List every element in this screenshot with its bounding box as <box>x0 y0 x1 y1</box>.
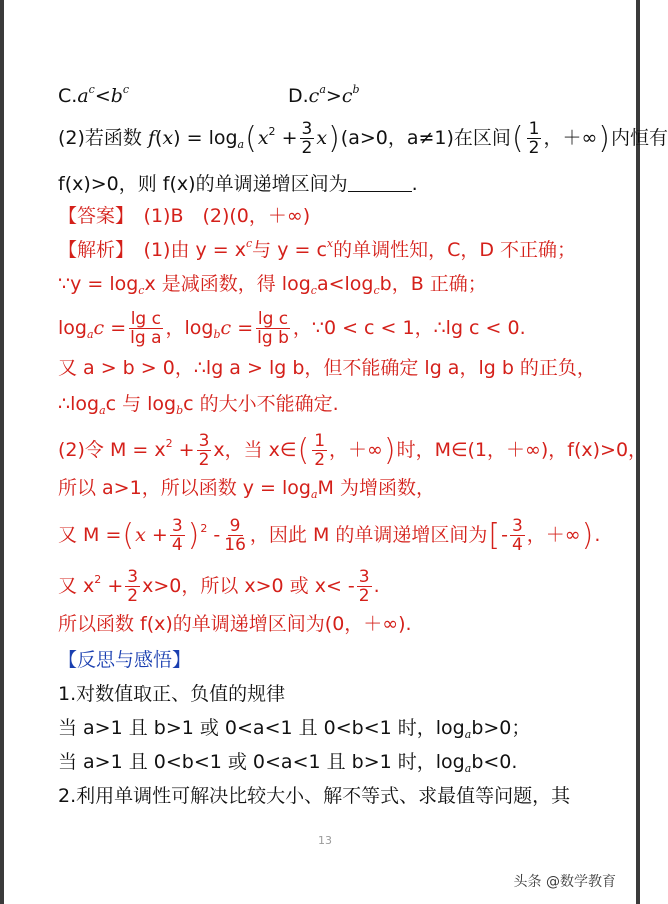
fraction-3-2b: $\frac{3}{2}$ <box>198 431 210 470</box>
fraction-3-2: $\frac{3}{2}$ <box>301 119 313 158</box>
question2-line2: f(x)>0，则 f(x)的单调递增区间为 . <box>58 173 418 195</box>
fraction-1-2: $\frac{1}{2}$ <box>528 119 540 158</box>
fraction-3-2c: $\frac{3}{2}$ <box>127 567 139 606</box>
fraction-3-4: $\frac{3}{4}$ <box>171 516 183 555</box>
watermark: 头条 @数学教育 <box>513 874 616 890</box>
analysis-line6: (2)令 $M = x^2$ + $\frac{3}{2}$ x，当 x∈( $\frac{1}{2}$ ，＋∞)时，M∈(1，＋∞)，f(x)>0， <box>58 431 648 470</box>
analysis-line7: 所以 a>1，所以函数 $y = \log_aM$ 为增函数， <box>58 477 435 501</box>
fraction-lgc-lgb: $\frac{\text{lg c}}{\text{lg b}}$ <box>257 309 289 348</box>
analysis-line9: 又 $x^2$ + $\frac{3}{2}$ x>0，所以 x>0 或 x< - $\frac{3}{2}$ . <box>58 567 380 606</box>
analysis-line5: $\therefore\log_ac$ 与 $\log_bc$ 的大小不能确定. <box>58 393 339 417</box>
answer-blank <box>348 173 412 192</box>
reflection-label: 【反思与感悟】 <box>58 649 192 671</box>
choices-line <box>58 83 360 108</box>
reflection-item2: 2.利用单调性可解决比较大小、解不等式、求最值等问题，其 <box>58 785 571 807</box>
reflection-item1-a: 当 a>1 且 b>1 或 0<a<1 且 0<b<1 时，$\log_ab>0$； <box>58 717 531 741</box>
reflection-item1: 1.对数值取正、负值的规律 <box>58 683 286 705</box>
analysis-line2: ∵y = $\log_cx$ 是减函数，得 $\log_ca<\log_cb$，B 正确； <box>58 273 487 297</box>
analysis-line8: 又 M =(x + $\frac{3}{4}$ )$^2$ - $\frac{9}{16}$ ，因此 M 的单调递增区间为[- $\frac{3}{4}$ ，＋∞). <box>58 516 601 555</box>
fraction-9-16: $\frac{9}{16}$ <box>224 516 246 555</box>
fraction-1-2b: $\frac{1}{2}$ <box>314 431 326 470</box>
page-number: 13 <box>318 834 332 847</box>
answer-label: 【答案】 <box>58 205 125 227</box>
analysis-label: 【解析】 <box>58 239 125 261</box>
fraction-3-4b: $\frac{3}{4}$ <box>511 516 523 555</box>
answer-text: (1)B (2)(0，＋∞) <box>143 205 311 227</box>
question2-line1: (2)若函数 $f(x) = \log_a(x^2$ + $\frac{3}{2}$ x)(a>0，a≠1)在区间( $\frac{1}{2}$ ，＋∞)内恒有 <box>58 119 668 158</box>
analysis-line4: 又 a > b > 0，∴lg a > lg b，但不能确定 lg a，lg b 的正负， <box>58 357 596 379</box>
fraction-3-2d: $\frac{3}{2}$ <box>358 567 370 606</box>
analysis-line10: 所以函数 f(x)的单调递增区间为(0，＋∞). <box>58 613 412 635</box>
left-page-edge <box>0 0 4 904</box>
choice-d: $D.c^a>c^b$ <box>288 83 360 107</box>
choice-c: $C.a^c<b^c$ <box>58 83 130 107</box>
analysis-line1: 【解析】 (1)由 $y = x^c$与 $y = c^x$的单调性知，C，D 不正确； <box>58 237 577 261</box>
analysis-line3: $\log_ac$ = $\frac{\text{lg c}}{\text{lg a}}$ ，$\log_bc$ = $\frac{\text{lg c}}{\text{lg b}}$ ，∵0 < c < 1，∴lg c < 0. <box>58 309 526 348</box>
reflection-item1-b: 当 a>1 且 0<b<1 或 0<a<1 且 b>1 时，$\log_ab<0$. <box>58 751 518 775</box>
answer-line <box>58 204 310 228</box>
fraction-lgc-lga: $\frac{\text{lg c}}{\text{lg a}}$ <box>130 309 162 348</box>
